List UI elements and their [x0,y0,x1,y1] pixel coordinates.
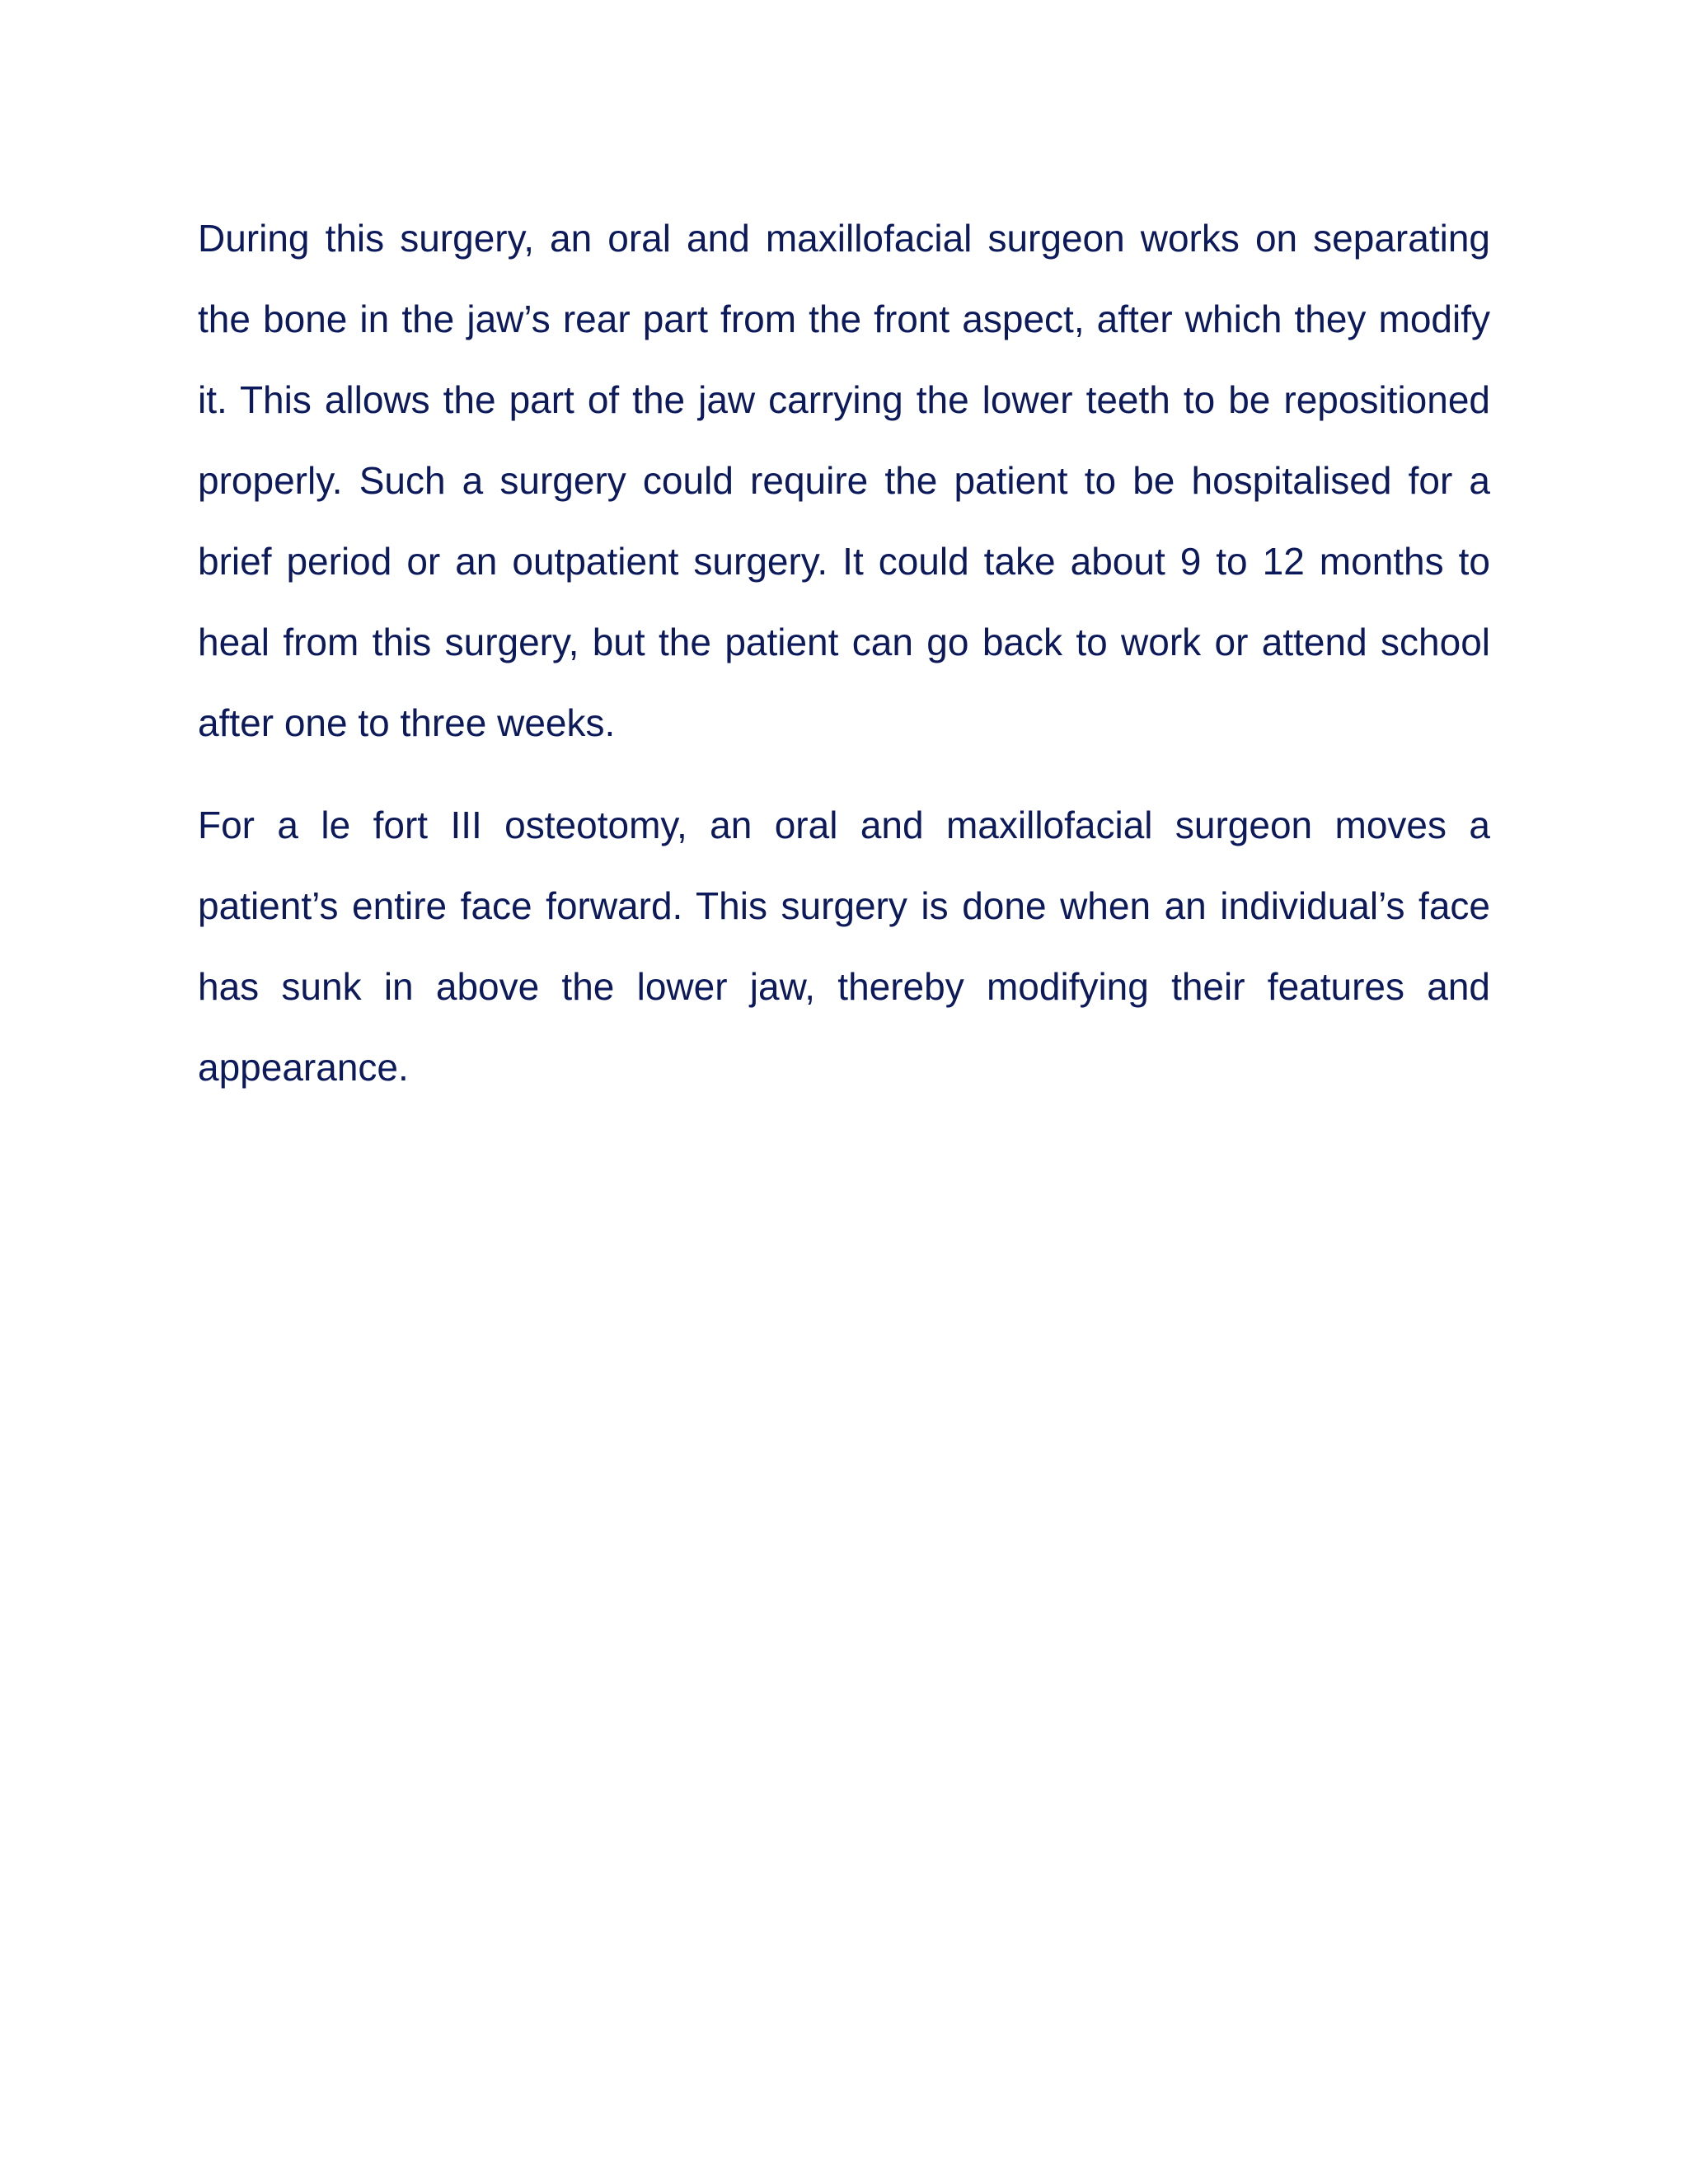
paragraph-le-fort-iii-osteotomy: For a le fort III osteotomy, an oral and maxillofacial surgeon moves a patient’s entire face forward. This surgery is done when an individual’s face has sunk in above the lower jaw, thereby modifying their features and appearance. [198,804,1490,1089]
document-body [198,198,1490,1108]
paragraph-surgery-description: During this surgery, an oral and maxillofacial surgeon works on separating the bone in the jaw’s rear part from the front aspect, after which they modify it. This allows the part of the jaw carrying the lower teeth to be repositioned properly. Such a surgery could require the patient to be hospitalised for a brief period or an outpatient surgery. It could take about 9 to 12 months to heal from this surgery, but the patient can go back to work or attend school after one to three weeks. [198,217,1490,744]
